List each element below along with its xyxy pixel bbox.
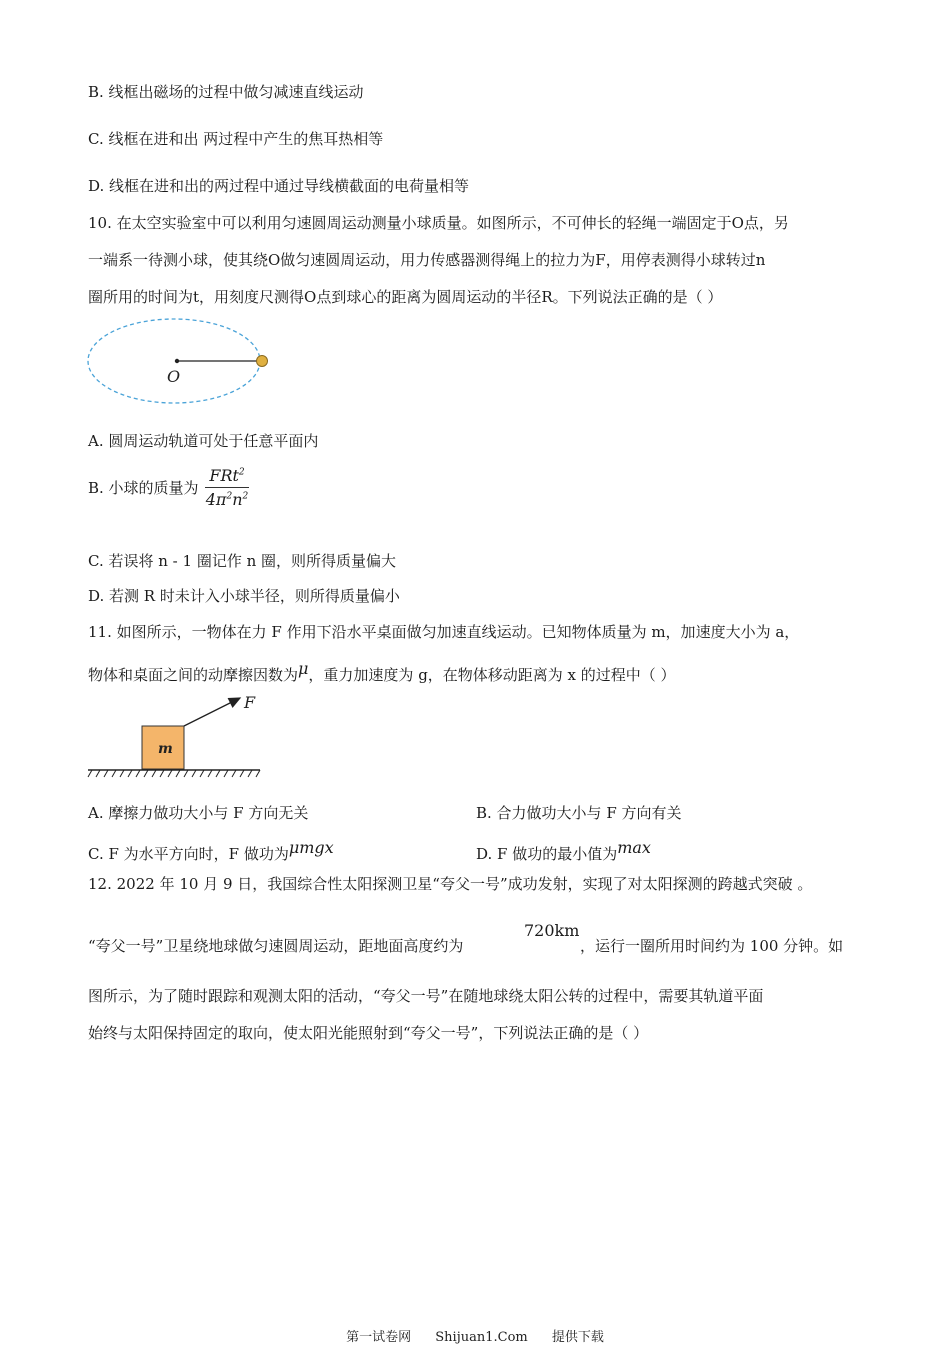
footer-site-en: Shijuan1.Com [435,1330,528,1345]
q11-stem-line2: 物体和桌面之间的动摩擦因数为μ，重力加速度为 g，在物体移动距离为 x 的过程中（ ） [88,659,676,684]
q11-option-a: A. 摩擦力做功大小与 F 方向无关 [88,804,309,822]
q11-option-c: C. F 为水平方向时，F 做功为μmgx [88,838,334,863]
table-hatch [88,770,260,777]
footer-tag: 提供下载 [551,1330,604,1345]
q11-option-d-math: max [617,838,651,857]
option-c-prev: C. 线框在进和出 两过程中产生的焦耳热相等 [88,130,384,148]
mass-formula-fraction [205,466,248,509]
q12-stem-line3: 图所示，为了随时跟踪和观测太阳的活动，“夸父一号”在随地球绕太阳公转的过程中，需要其轨道平面 [88,987,764,1005]
option-b-prev: B. 线框出磁场的过程中做匀减速直线运动 [88,83,364,101]
center-label-o: O [167,367,181,386]
ball [257,356,268,367]
q10-stem-line2: 一端系一待测小球，使其绕O做匀速圆周运动，用力传感器测得绳上的拉力为F，用停表测得小球转过n [88,251,766,269]
q12-height-value: 720km [524,921,580,940]
q12-stem-line2a: “夸父一号”卫星绕地球做匀速圆周运动，距地面高度约为 [88,937,464,955]
mu-symbol: μ [298,659,309,678]
option-d-prev: D. 线框在进和出的两过程中通过导线横截面的电荷量相等 [88,177,470,195]
footer-site-cn: 第一试卷网 [346,1330,412,1345]
q10-option-b [88,466,249,509]
fraction-numerator: FRt$^2$ [205,466,248,488]
fraction-denominator: $4\pi^2n^2$ [205,490,249,509]
q10-stem-line3: 圈所用的时间为t，用刻度尺测得O点到球心的距离为圆周运动的半径R。下列说法正确的是（ ） [88,288,723,306]
center-point [175,359,179,363]
q11-option-c-math: μmgx [288,838,334,857]
q11-block-figure [88,690,268,782]
q10-orbit-figure [85,316,275,408]
q10-stem-line1: 10. 在太空实验室中可以利用匀速圆周运动测量小球质量。如图所示，不可伸长的轻绳一端固定于O点，另 [88,214,789,232]
q11-option-b: B. 合力做功大小与 F 方向有关 [476,804,682,822]
force-arrow [184,698,240,726]
q11-option-d: D. F 做功的最小值为max [476,838,651,863]
force-label-f: F [244,693,256,712]
q10-option-d: D. 若测 R 时未计入小球半径，则所得质量偏小 [88,587,400,605]
q11-stem-line1: 11. 如图所示，一物体在力 F 作用下沿水平桌面做匀加速直线运动。已知物体质量为 m，加速度大小为 a， [88,623,800,641]
q12-stem-line4: 始终与太阳保持固定的取向，使太阳光能照射到“夸父一号”，下列说法正确的是（ ） [88,1024,649,1042]
q10-option-c: C. 若误将 n - 1 圈记作 n 圈，则所得质量偏大 [88,552,397,570]
q10-option-a: A. 圆周运动轨道可处于任意平面内 [88,432,319,450]
block-label-m: m [158,741,173,757]
q12-stem-line1: 12. 2022 年 10 月 9 日，我国综合性太阳探测卫星“夸父一号”成功发射，实现了对太阳探测的跨越式突破 。 [88,875,813,893]
q10-option-b-prefix: B. 小球的质量为 [88,479,199,497]
q12-stem-line2b: ，运行一圈所用时间约为 100 分钟。如 [580,937,844,955]
page-footer [0,1326,950,1345]
